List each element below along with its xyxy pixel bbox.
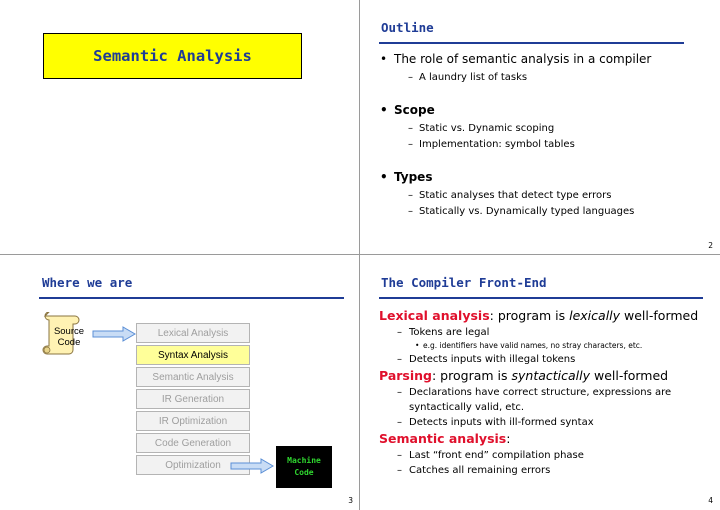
semantic-point: – Catches all remaining errors — [379, 463, 713, 478]
heading-rule — [379, 42, 684, 44]
page-number: 4 — [708, 496, 713, 505]
page-number: 2 — [708, 241, 713, 250]
lexical-example: • e.g. identifiers have valid names, no stray characters, etc. — [379, 340, 713, 352]
outline-subitem: – Static analyses that detect type errors — [380, 188, 711, 204]
slide-3 — [0, 255, 359, 509]
stage-optimization: Optimization — [136, 455, 250, 475]
lexical-point: – Tokens are legal — [379, 325, 713, 340]
lexical-point: – Detects inputs with illegal tokens — [379, 352, 713, 367]
arrow-right-icon — [92, 326, 136, 342]
source-code-label: Source Code — [53, 326, 85, 348]
outline-item: • Types — [380, 170, 711, 185]
heading-rule — [39, 297, 344, 299]
slide-4 — [360, 255, 719, 509]
stage-syntax-analysis: Syntax Analysis — [136, 345, 250, 365]
stage-ir-generation: IR Generation — [136, 389, 250, 409]
outline-subitem: – Statically vs. Dynamically typed languages — [380, 204, 711, 220]
slide-heading: Outline — [381, 20, 434, 35]
slide-1 — [0, 0, 359, 254]
semantic-point: – Last “front end” compilation phase — [379, 448, 713, 463]
stage-lexical-analysis: Lexical Analysis — [136, 323, 250, 343]
slide-2 — [360, 0, 719, 254]
slide-heading: The Compiler Front-End — [381, 275, 547, 290]
lexical-heading: Lexical analysis: program is lexically well-formed — [379, 308, 699, 323]
parsing-point: – Declarations have correct structure, expressions are syntactically valid, etc. — [379, 385, 713, 415]
semantic-heading: Semantic analysis: — [379, 431, 511, 446]
machine-code-box: Machine Code — [276, 446, 332, 488]
stage-semantic-analysis: Semantic Analysis — [136, 367, 250, 387]
outline-item: • The role of semantic analysis in a compiler — [380, 52, 711, 67]
outline-subitem: – A laundry list of tasks — [380, 70, 711, 86]
parsing-heading: Parsing: program is syntactically well-formed — [379, 368, 669, 383]
stage-code-generation: Code Generation — [136, 433, 250, 453]
outline-list — [380, 52, 711, 220]
page-number: 3 — [348, 496, 353, 505]
parsing-point: – Detects inputs with ill-formed syntax — [379, 415, 713, 430]
outline-subitem: – Static vs. Dynamic scoping — [380, 121, 711, 137]
arrow-right-icon — [230, 458, 274, 474]
outline-item: • Scope — [380, 103, 711, 118]
outline-subitem: – Implementation: symbol tables — [380, 137, 711, 153]
stage-ir-optimization: IR Optimization — [136, 411, 250, 431]
front-end-content — [379, 307, 713, 478]
slide-heading: Where we are — [42, 275, 133, 290]
title-box: Semantic Analysis — [43, 33, 302, 79]
heading-rule — [379, 297, 703, 299]
